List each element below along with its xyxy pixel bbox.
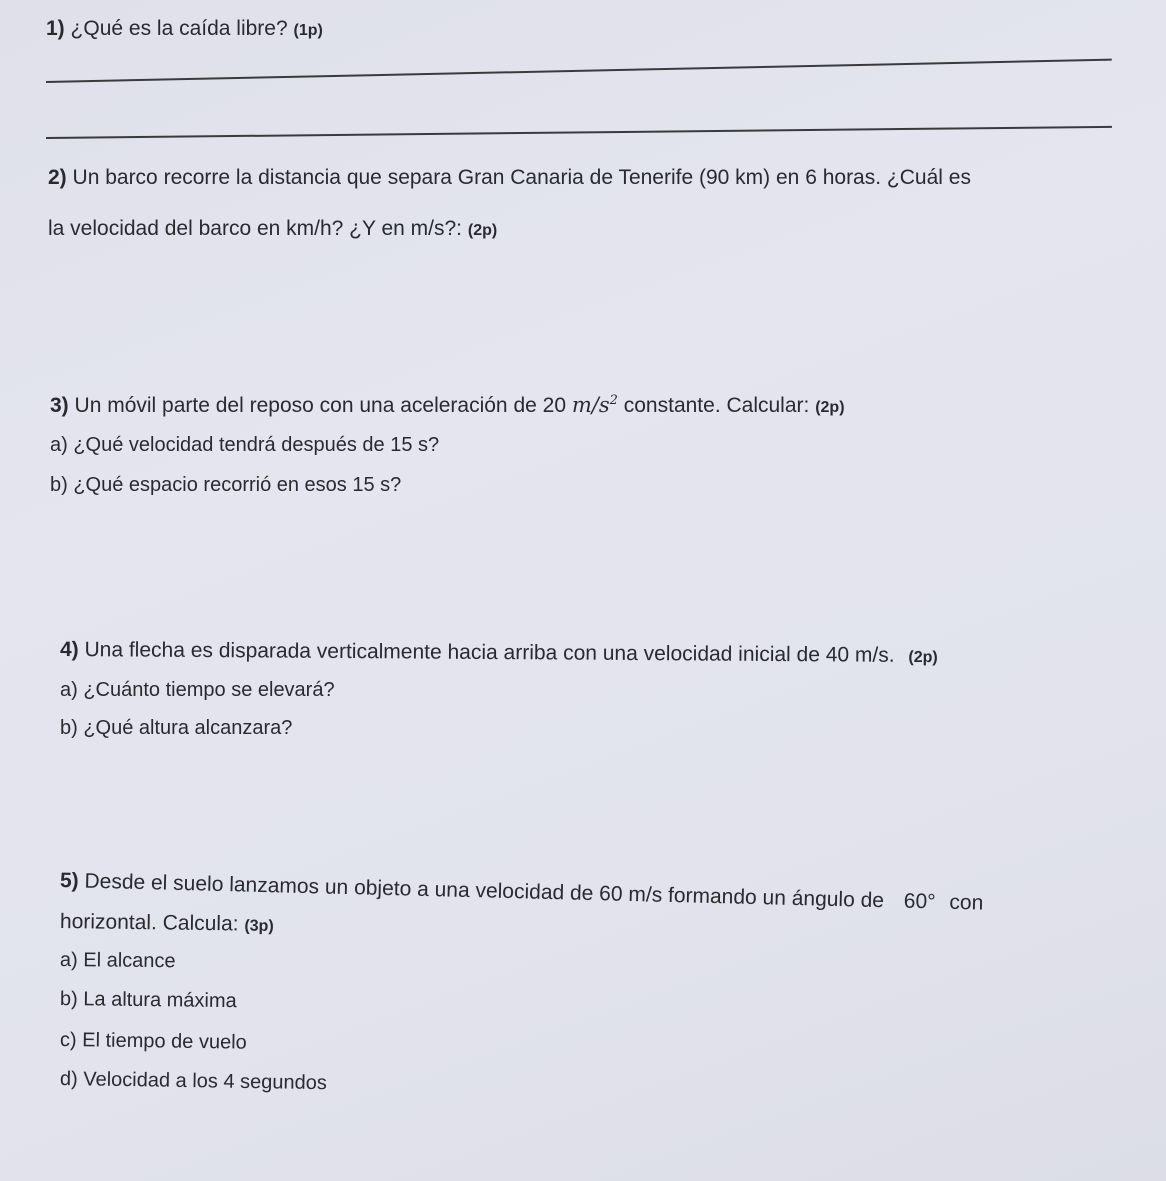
question-5-text-1: Desde el suelo lanzamos un objeto a una velocidad de 60 m/s formando un ángulo de [84, 869, 885, 913]
question-4-number: 4) [59, 638, 79, 662]
question-5-part-b: b) La altura máxima [59, 988, 237, 1013]
question-2-number: 2) [48, 166, 67, 189]
question-4-text: Una flecha es disparada verticalmente hacia arriba con una velocidad inicial de 40 m/s. [84, 638, 895, 667]
question-4-points: (2p) [908, 648, 938, 667]
question-4-part-b: b) ¿Qué altura alcanzara? [60, 717, 293, 739]
answer-line-2 [46, 126, 1112, 139]
question-3-part-b: b) ¿Qué espacio recorrió en esos 15 s? [50, 474, 402, 496]
question-4 [60, 637, 938, 668]
question-2-text-1: Un barco recorre la distancia que separa Gran Canaria de Tenerife (90 km) en 6 horas. ¿Cuál es [72, 166, 971, 189]
question-1-text: ¿Qué es la caída libre? [70, 17, 288, 40]
question-1-number: 1) [46, 17, 65, 40]
question-5-text-1-end: con [949, 890, 984, 915]
answer-line-1 [46, 59, 1112, 83]
question-5-number: 5) [59, 869, 79, 893]
question-5-line-2 [60, 909, 274, 937]
question-3-number: 3) [50, 394, 69, 417]
question-5-text-2: horizontal. Calcula: [59, 910, 239, 936]
question-2-line-2 [48, 216, 497, 241]
acceleration-unit [572, 393, 618, 417]
question-5-line-1 [60, 868, 984, 916]
question-4-part-a: a) ¿Cuánto tiempo se elevará? [60, 679, 335, 701]
question-3-text-before: Un móvil parte del reposo con una aceleración de 20 [74, 394, 567, 417]
question-2-line-1 [48, 165, 971, 190]
acceleration-unit-base: m/s [571, 393, 610, 417]
question-2-points: (2p) [467, 222, 498, 239]
question-3 [50, 393, 845, 418]
question-5-points: (3p) [244, 917, 274, 935]
question-3-part-a: a) ¿Qué velocidad tendrá después de 15 s? [50, 434, 440, 456]
question-5-part-d: d) Velocidad a los 4 segundos [59, 1068, 327, 1095]
question-1 [46, 16, 323, 41]
acceleration-unit-exponent: 2 [609, 393, 618, 408]
question-5-part-a: a) El alcance [59, 949, 176, 973]
question-2-text-2: la velocidad del barco en km/h? ¿Y en m/s?: [48, 217, 463, 240]
question-5-angle: 60° [903, 889, 936, 914]
question-3-points: (2p) [815, 399, 845, 416]
question-1-points: (1p) [293, 22, 323, 39]
question-5-part-c: c) El tiempo de vuelo [59, 1029, 247, 1054]
question-3-text-after: constante. Calcular: [623, 394, 810, 417]
